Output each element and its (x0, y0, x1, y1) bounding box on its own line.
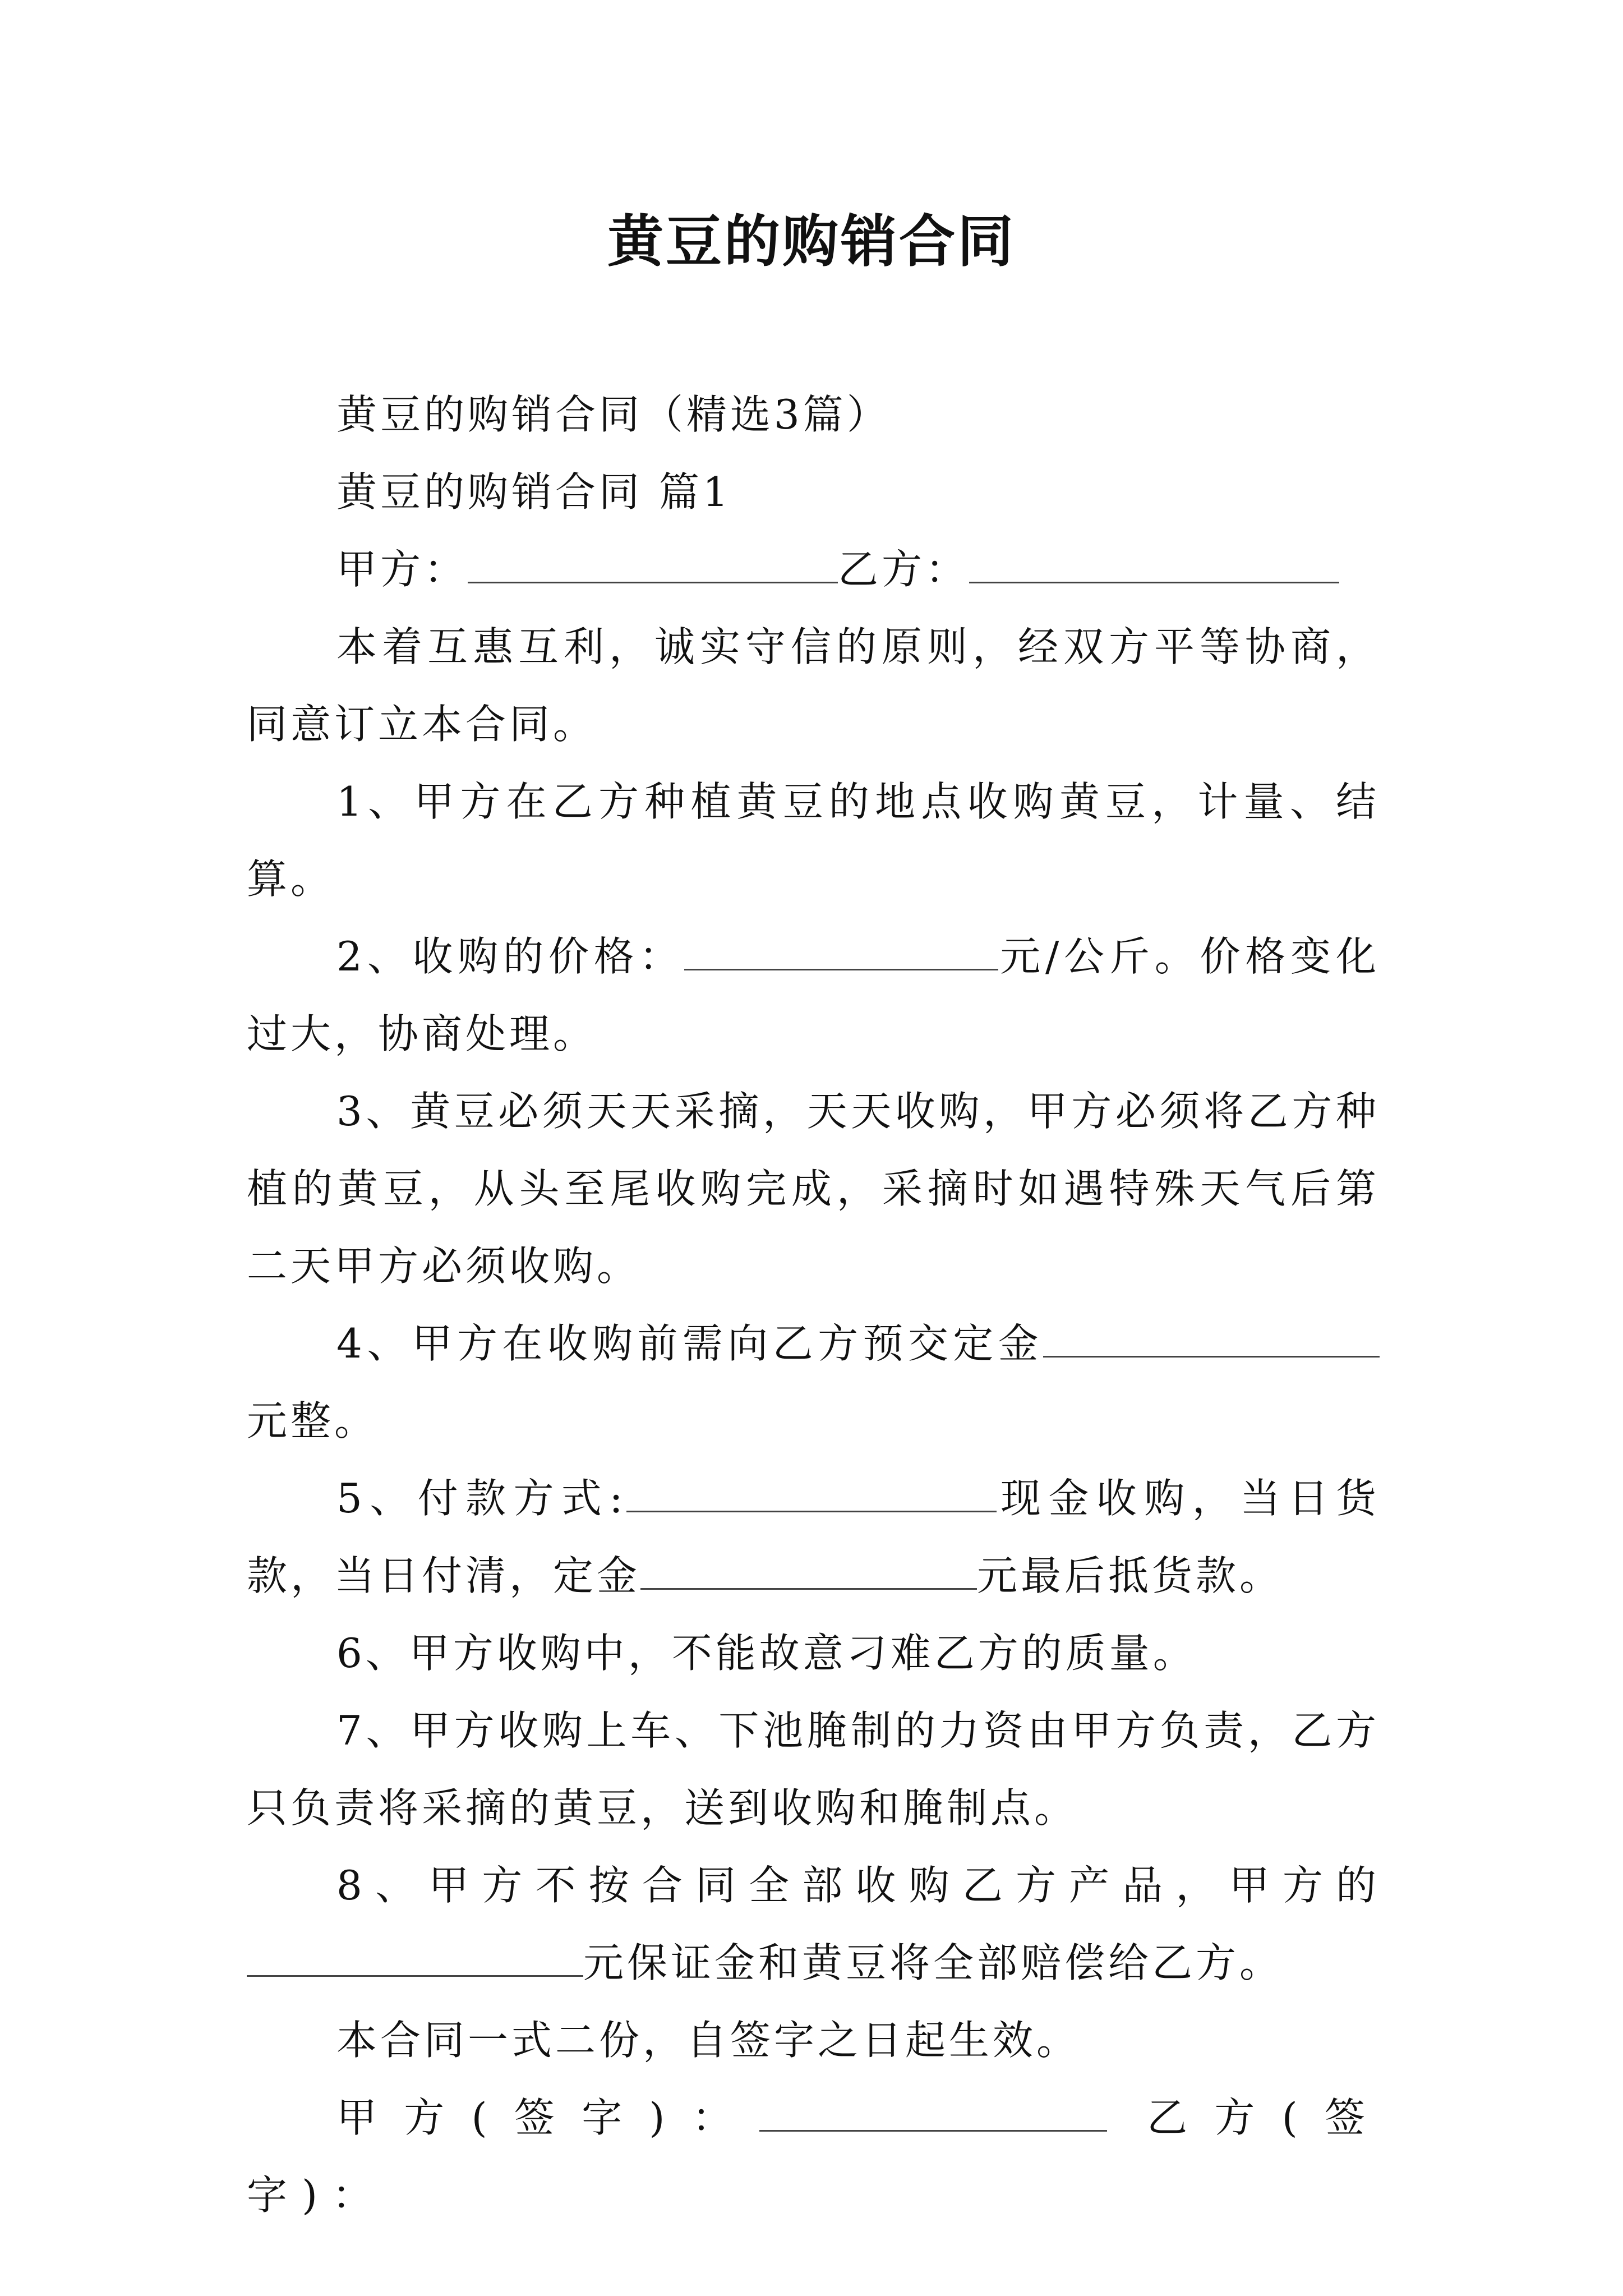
clause-7: 7、甲方收购上车、下池腌制的力资由甲方负责，乙方只负责将采摘的黄豆，送到收购和腌制点。 (247, 1707, 1380, 1832)
party-a-label: 甲方： (336, 546, 468, 593)
party-b-blank (969, 542, 1339, 583)
deposit-blank (1043, 1317, 1380, 1358)
clause-2 (247, 918, 1380, 1073)
document-body (247, 376, 1380, 2234)
clause-5 (247, 1460, 1380, 1614)
payment-method-blank (626, 1471, 997, 1512)
document-heading: 黄豆的购销合同（精选3篇） (336, 391, 891, 438)
signature-line (247, 2079, 1380, 2234)
effect-paragraph: 本合同一式二份，自签字之日起生效。 (336, 2017, 1081, 2064)
clause-5-text-b: 现金收购，当日货款，当日付清，定金 (247, 1475, 1380, 1599)
party-a-blank (468, 542, 838, 583)
price-blank (684, 930, 998, 970)
clause-4 (247, 1305, 1380, 1460)
party-b-label: 乙方： (838, 546, 970, 593)
clause-5-text-c: 元最后抵货款。 (977, 1552, 1284, 1599)
guarantee-blank (247, 1936, 583, 1977)
signature-a-label: 甲方(签字)： (336, 2094, 759, 2141)
clause-8-text-a: 8、甲方不按合同全部收购乙方产品，甲方的 (336, 1862, 1380, 1909)
document-title: 黄豆的购销合同 (607, 208, 1016, 274)
intro-paragraph: 本着互惠互利，诚实守信的原则，经双方平等协商，同意订立本合同。 (247, 623, 1380, 748)
signature-a-blank (759, 2091, 1107, 2132)
clause-8 (247, 1847, 1380, 2001)
clause-2-text-b: 元/公斤。价格变化过大，协商处理。 (247, 933, 1380, 1057)
clause-3: 3、黄豆必须天天采摘，天天收购，甲方必须将乙方种植的黄豆，从头至尾收购完成，采摘时如遇特殊天气后第二天甲方必须收购。 (247, 1088, 1380, 1290)
deposit-amount-blank (640, 1549, 977, 1590)
clause-8-text-b: 元保证金和黄豆将全部赔偿给乙方。 (583, 1939, 1284, 1986)
clause-6: 6、甲方收购中，不能故意刁难乙方的质量。 (336, 1630, 1197, 1677)
signature-b-label: 乙方(签字)： (247, 2094, 1380, 2219)
clause-4-text-b: 元整。 (247, 1397, 379, 1444)
clause-1: 1、甲方在乙方种植黄豆的地点收购黄豆，计量、结算。 (247, 778, 1380, 903)
section-heading: 黄豆的购销合同 篇1 (336, 468, 732, 516)
clause-2-text-a: 2、收购的价格： (336, 933, 685, 980)
clause-5-text-a: 5、付款方式: (336, 1475, 626, 1522)
parties-line (247, 531, 1380, 608)
clause-4-text-a: 4、甲方在收购前需向乙方预交定金 (336, 1320, 1043, 1367)
